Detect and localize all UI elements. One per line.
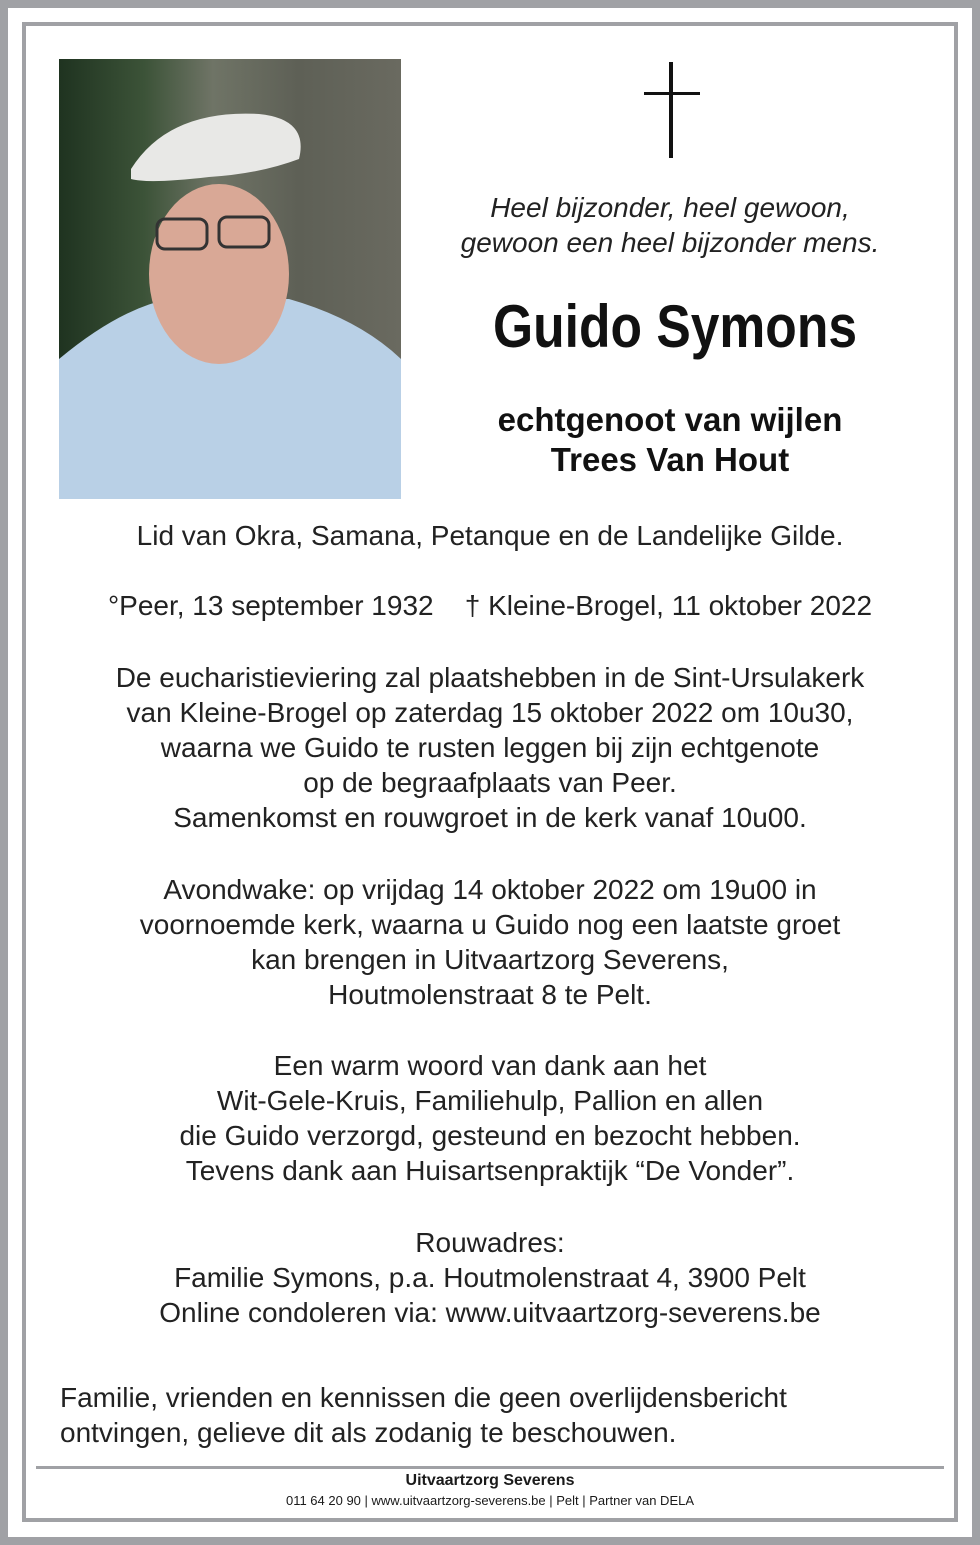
address-line: Rouwadres: (415, 1227, 565, 1258)
address-line: Online condoleren via: www.uitvaartzorg-severens.be (159, 1297, 821, 1328)
birth: °Peer, 13 september 1932 (107, 590, 434, 621)
thanks-line: Wit-Gele-Kruis, Familiehulp, Pallion en allen (216, 1085, 764, 1116)
address-line: Familie Symons, p.a. Houtmolenstraat 4, 3900 Pelt (174, 1262, 806, 1293)
ceremony-line: Samenkomst en rouwgroet in de kerk vanaf 10u00. (173, 802, 807, 833)
footer-divider (36, 1466, 944, 1469)
thanks-line: die Guido verzorgd, gesteund en bezocht hebben. (179, 1120, 801, 1151)
wake-line: Houtmolenstraat 8 te Pelt. (328, 979, 652, 1010)
footer-details: 011 64 20 90 | www.uitvaartzorg-severens.be | Pelt | Partner van DELA (285, 1493, 695, 1508)
ceremony-line: van Kleine-Brogel op zaterdag 15 oktober 2022 om 10u30, (126, 697, 854, 728)
address (40, 1225, 940, 1330)
ceremony-line: De eucharistieviering zal plaatshebben in de Sint-Ursulakerk (115, 662, 865, 693)
ceremony-line: op de begraafplaats van Peer. (303, 767, 677, 798)
closing-line: ontvingen, gelieve dit als zodanig te beschouwen. (60, 1417, 677, 1448)
membership: Lid van Okra, Samana, Petanque en de Landelijke Gilde. (136, 520, 844, 551)
thanks-line: Tevens dank aan Huisartsenpraktijk “De Vonder”. (185, 1155, 795, 1186)
cross-icon (644, 62, 700, 158)
spouse (430, 400, 910, 480)
footer-company: Uitvaartzorg Severens (405, 1472, 575, 1489)
quote (430, 190, 910, 260)
death: † Kleine-Brogel, 11 oktober 2022 (464, 590, 873, 621)
portrait-photo (59, 59, 401, 499)
wake-line: kan brengen in Uitvaartzorg Severens, (251, 944, 729, 975)
wake-line: Avondwake: op vrijdag 14 oktober 2022 om 19u00 in (163, 874, 817, 905)
ceremony-line: waarna we Guido te rusten leggen bij zijn echtgenote (160, 732, 820, 763)
dates (40, 588, 940, 623)
wake-line: voornoemde kerk, waarna u Guido nog een laatste groet (139, 909, 841, 940)
spouse-line: echtgenoot van wijlen (497, 401, 843, 438)
ceremony (40, 660, 940, 835)
quote-line: Heel bijzonder, heel gewoon, (490, 192, 850, 223)
closing-line: Familie, vrienden en kennissen die geen overlijdensbericht (60, 1382, 787, 1413)
spouse-line: Trees Van Hout (550, 441, 790, 478)
thanks (40, 1048, 940, 1188)
closing (60, 1380, 960, 1450)
deceased-name: Guido Symons (492, 293, 858, 360)
quote-line: gewoon een heel bijzonder mens. (460, 227, 880, 258)
thanks-line: Een warm woord van dank aan het (273, 1050, 707, 1081)
wake (40, 872, 940, 1012)
